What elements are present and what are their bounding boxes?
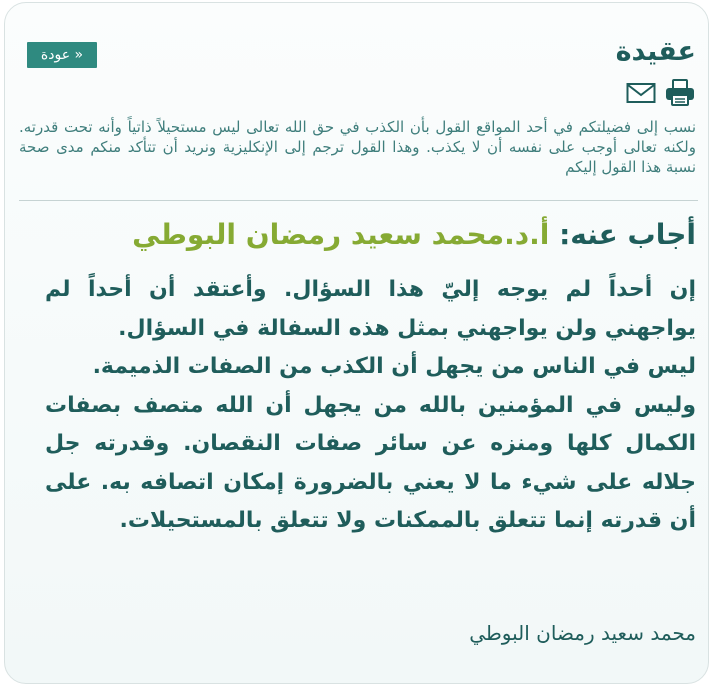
print-icon[interactable] [664, 79, 696, 111]
answer-paragraph: إن أحداً لم يوجه إليّ هذا السؤال. وأعتقد أن أحداً لم يواجهني ولن يواجهني بمثل هذه السفالة في السؤال. [45, 277, 696, 341]
email-icon[interactable] [626, 82, 656, 108]
signature: محمد سعيد رمضان البوطي [469, 621, 696, 645]
answer-body [45, 271, 696, 541]
toolbar-icons [626, 79, 696, 111]
question-text: نسب إلى فضيلتكم في أحد المواقع القول بأن الكذب في حق الله تعالى ليس مستحيلاً ذاتياً وأنه تحت قدرته. ولكنه تعالى أوجب على نفسه أن لا يكذب. وهذا القول ترجم إلى الإنكليزية ونريد أن تتأكد منكم مدى صحة نسبة هذا القول إليكم [19, 118, 696, 176]
answered-by-label: أجاب عنه: [559, 218, 696, 251]
fatwa-card [4, 2, 709, 684]
divider [19, 200, 698, 201]
back-button[interactable]: « عودة [27, 42, 97, 68]
scholar-name: أ.د.محمد سعيد رمضان البوطي [132, 218, 550, 251]
answered-by [132, 213, 696, 257]
page-title: عقيدة [615, 36, 696, 67]
answer-paragraph: وليس في المؤمنين بالله من يجهل أن الله متصف بصفات الكمال كلها ومنزه عن سائر صفات النقصان. وقدرته جل جلاله على شيء ما لا يعني بالضرورة إمكان اتصافه به. على أن قدرته إنما تتعلق بالممكنات ولا تتعلق بالمستحيلات. [45, 392, 696, 533]
answer-paragraph: ليس في الناس من يجهل أن الكذب من الصفات الذميمة. [92, 354, 696, 379]
